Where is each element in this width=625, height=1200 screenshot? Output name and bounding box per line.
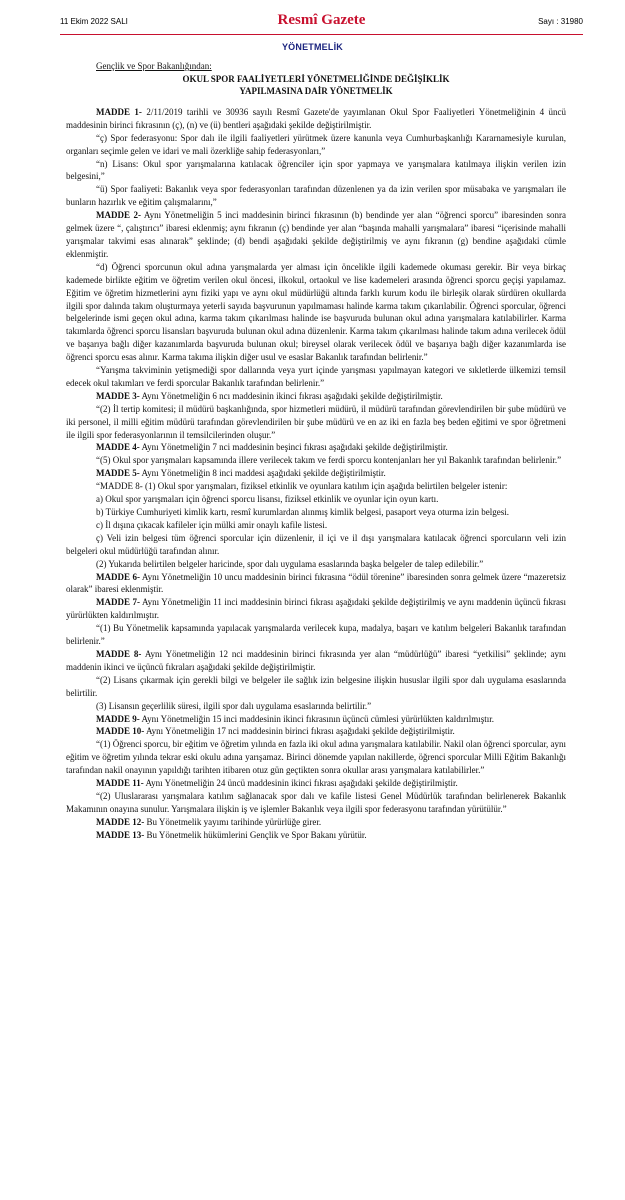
paragraph-text: “ç) Spor federasyonu: Spor dalı ile ilgili faaliyetleri yürütmek üzere kanunla veya Cumhurbaşkanlığı Kararnamesiyle kurulan, organları seçimle gelen ve idari ve mali özerkliğe sahip federasyonları,” xyxy=(66,132,566,156)
document-title xyxy=(66,73,566,98)
text-paragraph xyxy=(66,790,566,816)
paragraph-text: “(5) Okul spor yarışmaları kapsamında illere verilecek takım ve ferdi sporcu kontenjanları her yıl Bakanlık tarafından belirlenir.” xyxy=(96,455,562,466)
text-paragraph xyxy=(66,403,566,442)
text-paragraph xyxy=(66,132,566,158)
article-paragraph xyxy=(66,816,566,829)
paragraph-text: Aynı Yönetmeliğin 6 ncı maddesinin ikinci fıkrası aşağıdaki şekilde değiştirilmiştir. xyxy=(139,390,443,401)
paragraph-text: Bu Yönetmelik yayımı tarihinde yürürlüğe girer. xyxy=(144,816,322,827)
paragraph-text: “MADDE 8- (1) Okul spor yarışmaları, fiziksel etkinlik ve oyunlara katılım için aşağıda belirtilen belgeler istenir: xyxy=(96,481,508,492)
page-header xyxy=(60,12,583,32)
paragraph-text: “(2) Lisans çıkarmak için gerekli bilgi ve belgeler ile sağlık izin belgesine ilişkin hususlar ilgili spor dalı uygulama esaslarında belirtilir. xyxy=(66,674,566,698)
article-number: MADDE 7- xyxy=(96,597,140,608)
paragraph-text: Aynı Yönetmeliğin 7 nci maddesinin beşinci fıkrası aşağıdaki şekilde değiştirilmiştir. xyxy=(139,442,448,453)
text-paragraph xyxy=(66,622,566,648)
text-paragraph xyxy=(66,454,566,467)
paragraph-text: Aynı Yönetmeliğin 10 uncu maddesinin birinci fıkrasına “ödül törenine” ibaresinden sonra gelmek üzere “mazeretsiz olarak” ibaresi eklenmiştir. xyxy=(66,571,566,595)
paragraph-text: b) Türkiye Cumhuriyeti kimlik kartı, resmî kurumlardan alınmış kimlik belgesi, pasaport veya oturma izin belgesi. xyxy=(96,507,509,517)
article-paragraph xyxy=(66,106,566,132)
article-paragraph xyxy=(66,390,566,403)
text-paragraph xyxy=(66,158,566,184)
text-paragraph xyxy=(66,532,566,558)
paragraph-text: (2) Yukarıda belirtilen belgeler haricinde, spor dalı uygulama esaslarında başka belgeler de talep edilebilir.” xyxy=(96,558,484,569)
article-number: MADDE 11- xyxy=(96,778,144,789)
paragraph-text: Aynı Yönetmeliğin 17 nci maddesinin birinci fıkrası aşağıdaki şekilde değiştirilmiştir. xyxy=(144,726,455,737)
text-paragraph xyxy=(66,480,566,493)
article-number: MADDE 12- xyxy=(96,816,145,827)
article-paragraph xyxy=(66,571,566,597)
article-number: MADDE 4- xyxy=(96,442,140,453)
article-number: MADDE 5- xyxy=(96,468,140,479)
paragraph-text: Aynı Yönetmeliğin 8 inci maddesi aşağıdaki şekilde değiştirilmiştir. xyxy=(139,468,386,479)
document-title-line-2: YAPILMASINA DAİR YÖNETMELİK xyxy=(239,86,393,97)
paragraph-text: “Yarışma takviminin yetişmediği spor dallarında veya yurt içinde yarışması yapılmayan kategori ve sıkletlerde ülkemizi temsil edecek okul takımları ve ferdi sporcular Bakanlık tarafından belirlenir.” xyxy=(66,365,566,388)
paragraph-text: “(2) İl tertip komitesi; il müdürü başkanlığında, spor hizmetleri müdürü, il müdürü tarafından görevlendirilen bir şube müdürü ve iki personel, il milli eğitim müdürü tarafından görevlendirilen bir şube müdürü ve en az iki en fazla beş beden eğitimi ve spor öğretmeni ile ilgili spor federasyonlarının il temsilcilerinden oluşur.” xyxy=(66,403,566,440)
paragraph-text: “n) Lisans: Okul spor yarışmalarına katılacak öğrenciler için spor yapmaya ve yarışmalara katılmaya ilişkin verilen izin belgesini,” xyxy=(66,158,566,182)
paragraph-text: c) İl dışına çıkacak kafileler için mülki amir onaylı kafile listesi. xyxy=(96,519,328,530)
article-number: MADDE 9- xyxy=(96,713,140,724)
paragraph-text: Aynı Yönetmeliğin 24 üncü maddesinin ikinci fıkrası aşağıdaki şekilde değiştirilmiştir. xyxy=(143,778,458,789)
article-paragraph xyxy=(66,725,566,738)
text-paragraph xyxy=(66,700,566,713)
paragraph-text: Aynı Yönetmeliğin 12 nci maddesinin birinci fıkrasında yer alan “müdürlüğü” ibaresi “yetkilisi” şeklinde; aynı maddenin ikinci ve üçüncü fıkraları aşağıdaki şekilde değiştirilmiştir. xyxy=(66,648,566,672)
paragraph-text: a) Okul spor yarışmaları için öğrenci sporcu lisansı, fiziksel etkinlik ve oyunlar için oyun kartı. xyxy=(96,494,439,505)
text-paragraph xyxy=(66,519,566,532)
document-body xyxy=(66,60,566,842)
text-paragraph xyxy=(66,261,566,364)
article-paragraph xyxy=(66,713,566,726)
article-paragraph xyxy=(66,209,566,261)
article-list xyxy=(66,106,566,842)
paragraph-text: Bu Yönetmelik hükümlerini Gençlik ve Spor Bakanı yürütür. xyxy=(144,829,367,840)
section-heading: YÖNETMELİK xyxy=(281,42,343,52)
paragraph-text: Aynı Yönetmeliğin 11 inci maddesinin birinci fıkrası aşağıdaki şekilde değiştirilmiş ve aynı maddenin üçüncü fıkrası yürürlükten kaldırılmıştır. xyxy=(66,597,566,621)
paragraph-text: “(1) Bu Yönetmelik kapsamında yapılacak yarışmalarda verilecek kupa, madalya, başarı ve katılım belgeleri Bakanlık tarafından belirlenir.” xyxy=(66,623,566,647)
header-divider xyxy=(60,34,583,35)
header-issue-number: Sayı : 31980 xyxy=(538,17,583,26)
text-paragraph xyxy=(66,674,566,700)
header-date: 11 Ekim 2022 SALI xyxy=(60,17,128,26)
article-number: MADDE 1- xyxy=(96,106,142,117)
paragraph-text: 2/11/2019 tarihli ve 30936 sayılı Resmî Gazete'de yayımlanan Okul Spor Faaliyetleri Yönetmeliğinin 4 üncü maddesinin birinci fıkrasının (ç), (n) ve (ü) bentleri aşağıdaki şekilde değiştirilmiştir. xyxy=(66,106,566,130)
article-paragraph xyxy=(66,777,566,790)
text-paragraph xyxy=(66,506,566,519)
article-paragraph xyxy=(66,467,566,480)
paragraph-text: (3) Lisansın geçerlilik süresi, ilgili spor dalı uygulama esaslarında belirtilir.” xyxy=(96,700,372,711)
article-number: MADDE 13- xyxy=(96,829,145,840)
paragraph-text: “(1) Öğrenci sporcu, bir eğitim ve öğretim yılında en fazla iki okul adına yarışmalara katılabilir. Nakil olan öğrenci sporcular, aynı eğitim ve öğretim yılında tekrar eski okulu adına yarışamaz. Birinci dönemde yapılan nakillerde, öğrenci sporcular Milli Eğitim Bakanlığı tarafından nakil onayının yapıldığı tarihten itibaren otuz gün geçtikten sonra okullar arası yarışmalara katılabilirler.” xyxy=(66,739,566,776)
document-title-line-1: OKUL SPOR FAALİYETLERİ YÖNETMELİĞİNDE DEĞİŞİKLİK xyxy=(182,73,450,84)
ministry-line: Gençlik ve Spor Bakanlığından: xyxy=(96,61,212,71)
paragraph-text: “ü) Spor faaliyeti: Bakanlık veya spor federasyonları tarafından düzenlenen ya da izin verilen spor müsabaka ve yarışmaları ile bunların hazırlık ve eğitim çalışmalarını,” xyxy=(66,184,566,208)
text-paragraph xyxy=(66,183,566,209)
paragraph-text: “d) Öğrenci sporcunun okul adına yarışmalarda yer alması için öncelikle ilgili kademede okuması gerekir. Bir veya birkaç kademede birlikte eğitim ve öğretim verilen okul öncesi, ilkokul, ortaokul ve lise kademeleri arasında öğrenci sporcu geçişi yapılamaz. Eğitim ve öğretim hizmetlerini aynı fiziki yapı ve aynı okul müdürlüğü altında farklı kurum kodu ile birleşik olarak sürdüren okullarda ilgili spor dalında takım oluşturmaya yeterli sayıda başvurunun yapılmaması halinde karma takım çıkarılabilir. Öğrenci sporcular, öğrenci belgelerinde ismi geçen okul adına, karma takım çıkarılması halinde ise başvuruda bulunan okul adına yarışmalara katılabilirler. Karma takımlarda öğrenci sporcu lisansları başvuruda bulunan okul adına düzenlenir. Karma takım çıkarılması halinde takım adına verilecek ödül ve başarıya bağlı diğer kazanımlarda başvuruda bulunan okul; bireysel olarak verilecek ödül ve başarıya bağlı diğer kazanımlarda ise öğrenci sporcu esas alınır. Karma takıma ilişkin diğer usul ve esaslar Bakanlık tarafından belirlenir.” xyxy=(66,261,566,363)
article-number: MADDE 3- xyxy=(96,390,140,401)
article-number: MADDE 2- xyxy=(96,210,141,221)
paragraph-text: ç) Veli izin belgesi tüm öğrenci sporcular için düzenlenir, il içi ve il dışı yarışmalara katılacak öğrenci sporcuların veli izin belgeleri okul müdürlüğü tarafından alınır. xyxy=(66,532,566,556)
paragraph-text: Aynı Yönetmeliğin 5 inci maddesinin birinci fıkrasının (b) bendinde yer alan “öğrenci sporcu” ibaresinden sonra gelmek üzere “, çalıştırıcı” ibaresi eklenmiş; aynı fıkranın (ç) bendinde yer alan “başında mahalli yarışmalara” ibaresi “içerisinde mahalli yarışmalar takvimi esas alınarak” şeklinde; (d) bendi aşağıdaki şekilde değiştirilmiş ve aynı fıkranın (g) bendine aşağıdaki cümle eklenmiştir. xyxy=(66,210,566,259)
article-paragraph xyxy=(66,829,566,842)
text-paragraph xyxy=(66,558,566,571)
header-title: Resmî Gazete xyxy=(277,12,366,28)
article-paragraph xyxy=(66,648,566,674)
paragraph-text: Aynı Yönetmeliğin 15 inci maddesinin ikinci fıkrasının üçüncü cümlesi yürürlükten kaldırılmıştır. xyxy=(139,713,495,724)
paragraph-text: “(2) Uluslararası yarışmalara katılım sağlanacak spor dalı ve kafile listesi Genel Müdürlük tarafından belirlenerek Bakanlık Makamının onayına sunulur. Yarışmalara ilişkin iş ve işlemler Bakanlık veya ilgili spor federasyonu tarafından yürütülür.” xyxy=(66,790,566,814)
article-paragraph xyxy=(66,441,566,454)
article-paragraph xyxy=(66,596,566,622)
text-paragraph xyxy=(66,364,566,390)
article-number: MADDE 8- xyxy=(96,648,142,659)
article-number: MADDE 6- xyxy=(96,571,140,582)
article-number: MADDE 10- xyxy=(96,726,145,737)
text-paragraph xyxy=(66,493,566,506)
text-paragraph xyxy=(66,738,566,777)
